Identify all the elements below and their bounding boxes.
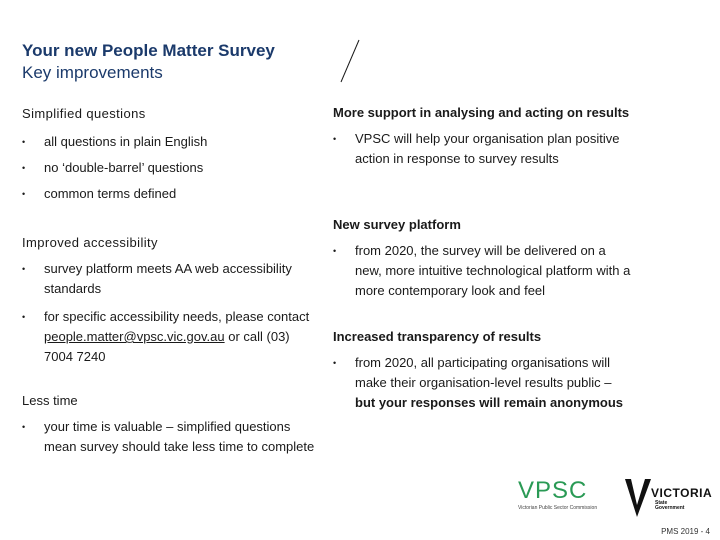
section-more-support: [333, 103, 633, 169]
title-sub: Key improvements: [22, 63, 163, 82]
email-link[interactable]: people.matter@vpsc.vic.gov.au: [44, 329, 225, 344]
bullet-list: [333, 129, 633, 169]
section-increased-transparency: [333, 327, 633, 413]
list-item: • common terms defined: [22, 184, 317, 204]
section-heading: New survey platform: [333, 217, 461, 232]
bullet-icon: •: [22, 137, 26, 147]
section-simplified-questions: [22, 104, 317, 204]
bullet-icon: •: [22, 264, 26, 274]
section-heading: Improved accessibility: [22, 235, 158, 250]
list-item: • all questions in plain English: [22, 132, 317, 152]
bullet-list: [22, 132, 317, 204]
section-less-time: [22, 391, 317, 457]
bullet-icon: •: [333, 246, 337, 256]
bullet-icon: •: [22, 163, 26, 173]
section-heading: More support in analysing and acting on results: [333, 105, 630, 120]
list-item: • from 2020, the survey will be delivered on a new, more intuitive technological platform with a more contemporary look and feel: [333, 243, 631, 298]
page-title: [22, 40, 275, 84]
page-footer: PMS 2019 - 4: [661, 527, 710, 536]
slash-divider-icon: [338, 38, 362, 84]
section-heading: Less time: [22, 393, 78, 408]
vpsc-logo: [518, 479, 618, 511]
victoria-v-icon: [623, 477, 653, 519]
bullet-icon: •: [333, 134, 337, 144]
title-main: Your new People Matter Survey: [22, 41, 275, 60]
list-item: • your time is valuable – simplified questions mean survey should take less time to complete: [22, 419, 315, 454]
bullet-icon: •: [22, 422, 26, 432]
bullet-list: [333, 241, 633, 301]
list-item: • from 2020, all participating organisations will make their organisation-level results public – but your responses will remain anonymous: [333, 355, 624, 410]
section-heading: Simplified questions: [22, 106, 146, 121]
vpsc-logo-subtitle: Victorian Public Sector Commission: [518, 505, 598, 511]
section-improved-accessibility: [22, 233, 317, 367]
list-item: • VPSC will help your organisation plan positive action in response to survey results: [333, 131, 620, 166]
bullet-list: [333, 353, 633, 413]
list-item: • for specific accessibility needs, please contact people.matter@vpsc.vic.gov.au or call (03) 7004 7240: [22, 309, 310, 364]
bullet-icon: •: [22, 189, 26, 199]
victoria-government-logo: [623, 477, 713, 519]
list-item: • no ‘double-barrel’ questions: [22, 158, 317, 178]
victoria-logo-word: VICTORIA: [651, 486, 713, 500]
bullet-icon: •: [333, 358, 337, 368]
bullet-list: [22, 417, 317, 457]
bullet-icon: •: [22, 312, 26, 322]
list-item: • survey platform meets AA web accessibility standards: [22, 261, 292, 296]
victoria-logo-subtitle: State Government: [655, 500, 685, 511]
bullet-list: [22, 259, 317, 367]
section-heading: Increased transparency of results: [333, 329, 542, 344]
vpsc-logo-word: VPSC: [518, 477, 588, 504]
section-new-platform: [333, 215, 633, 301]
